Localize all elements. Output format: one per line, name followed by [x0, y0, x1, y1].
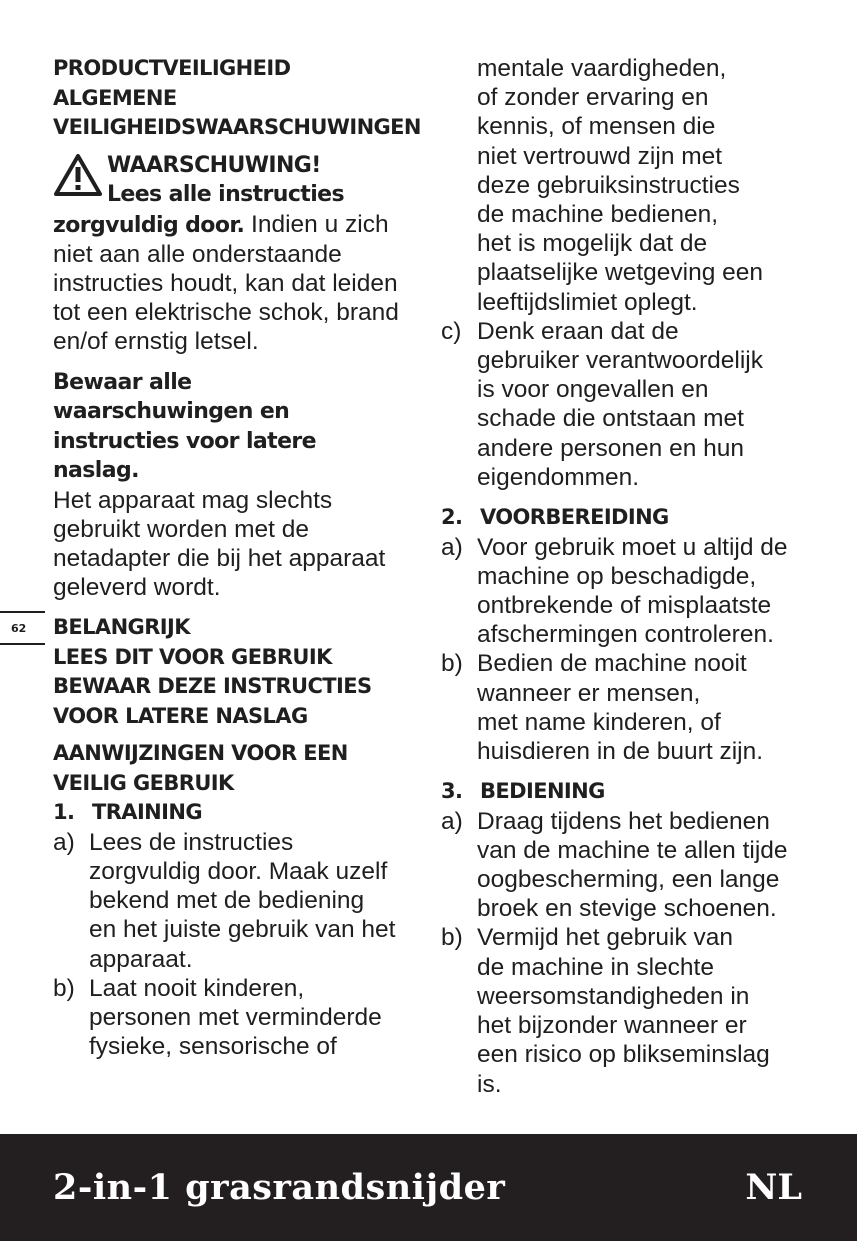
preparation-heading [441, 503, 811, 533]
list-item-text: Denk eraan dat de gebruiker verantwoordelijk is voor ongevallen en schade die ontstaan met andere personen en hun eigendommen. [477, 317, 763, 491]
training-heading [53, 798, 418, 828]
adapter-paragraph: Het apparaat mag slechts gebruikt worden met de netadapter die bij het apparaat geleverd wordt. [53, 486, 386, 602]
product-safety-heading: PRODUCTVEILIGHEID ALGEMENE VEILIGHEIDSWAARSCHUWINGEN [53, 56, 421, 139]
list-item-label: c) [441, 317, 462, 345]
list-item-text: Voor gebruik moet u altijd de machine op beschadigde, ontbrekende of misplaatste afschermingen controleren. [477, 533, 788, 649]
list-item [441, 533, 811, 650]
list-item-label: a) [53, 828, 75, 856]
list-item [53, 828, 418, 974]
keep-instructions-heading: Bewaar alle waarschuwingen en instructies voor latere naslag. [53, 369, 316, 484]
warning-text: Indien u zich niet aan alle onderstaande instructies houdt, kan dat leiden tot een elektrische schok, brand en/of ernstig letsel. [53, 210, 399, 356]
training-title: TRAINING [92, 800, 202, 825]
list-item-label: b) [441, 924, 463, 952]
list-item-text: Lees de instructies zorgvuldig door. Maak uzelf bekend met de bediening en het juiste gebruik van het apparaat. [89, 828, 396, 973]
warning-block [53, 151, 418, 357]
list-item-label: a) [441, 807, 463, 835]
safe-use-heading: AANWIJZINGEN VOOR EEN VEILIG GEBRUIK [53, 741, 348, 795]
list-item [441, 807, 811, 924]
warning-paragraph [53, 210, 418, 357]
list-item-text: Bedien de machine nooit wanneer er mensen, met name kinderen, of huisdieren in de buurt zijn. [477, 650, 764, 765]
page-number: 62 [0, 611, 45, 645]
list-item-text: Laat nooit kinderen, personen met verminderde fysieke, sensorische of [89, 974, 382, 1061]
product-title: 2-in-1 grasrandsnijder [53, 1167, 506, 1208]
important-heading: BELANGRIJK LEES DIT VOOR GEBRUIK BEWAAR DEZE INSTRUCTIES VOOR LATERE NASLAG [53, 615, 372, 728]
preparation-number: 2. [441, 505, 463, 530]
warning-title: WAARSCHUWING! [107, 152, 321, 178]
left-column [53, 54, 421, 1061]
operation-number: 3. [441, 779, 463, 804]
list-item [441, 649, 811, 766]
list-item [441, 317, 811, 492]
list-item-label: b) [441, 650, 463, 678]
warning-triangle-icon [53, 153, 103, 197]
right-column [441, 54, 811, 1099]
list-item-label: a) [441, 533, 463, 561]
operation-title: BEDIENING [480, 779, 605, 804]
preparation-title: VOORBEREIDING [480, 505, 669, 530]
language-code: NL [745, 1167, 802, 1208]
list-item [53, 974, 418, 1062]
warning-subtitle: Lees alle instructies [107, 182, 344, 207]
training-number: 1. [53, 800, 75, 825]
list-item-text: Vermijd het gebruik van de machine in slechte weersomstandigheden in het bijzonder wanneer er een risico op blikseminslag is. [477, 924, 770, 1098]
operation-heading [441, 777, 811, 807]
list-item-text: Draag tijdens het bedienen van de machine te allen tijde oogbescherming, een lange broek en stevige schoenen. [477, 807, 788, 923]
warning-bold-text: zorgvuldig door. [53, 212, 245, 238]
continued-text: mentale vaardigheden, of zonder ervaring en kennis, of mensen die niet vertrouwd zijn met deze gebruiksinstructies de machine bedienen, het is mogelijk dat de plaatselijke wetgeving een leeftijdslimiet oplegt. [477, 55, 764, 316]
list-item-label: b) [53, 974, 75, 1002]
footer-bar [0, 1134, 857, 1241]
list-item [441, 923, 811, 1098]
